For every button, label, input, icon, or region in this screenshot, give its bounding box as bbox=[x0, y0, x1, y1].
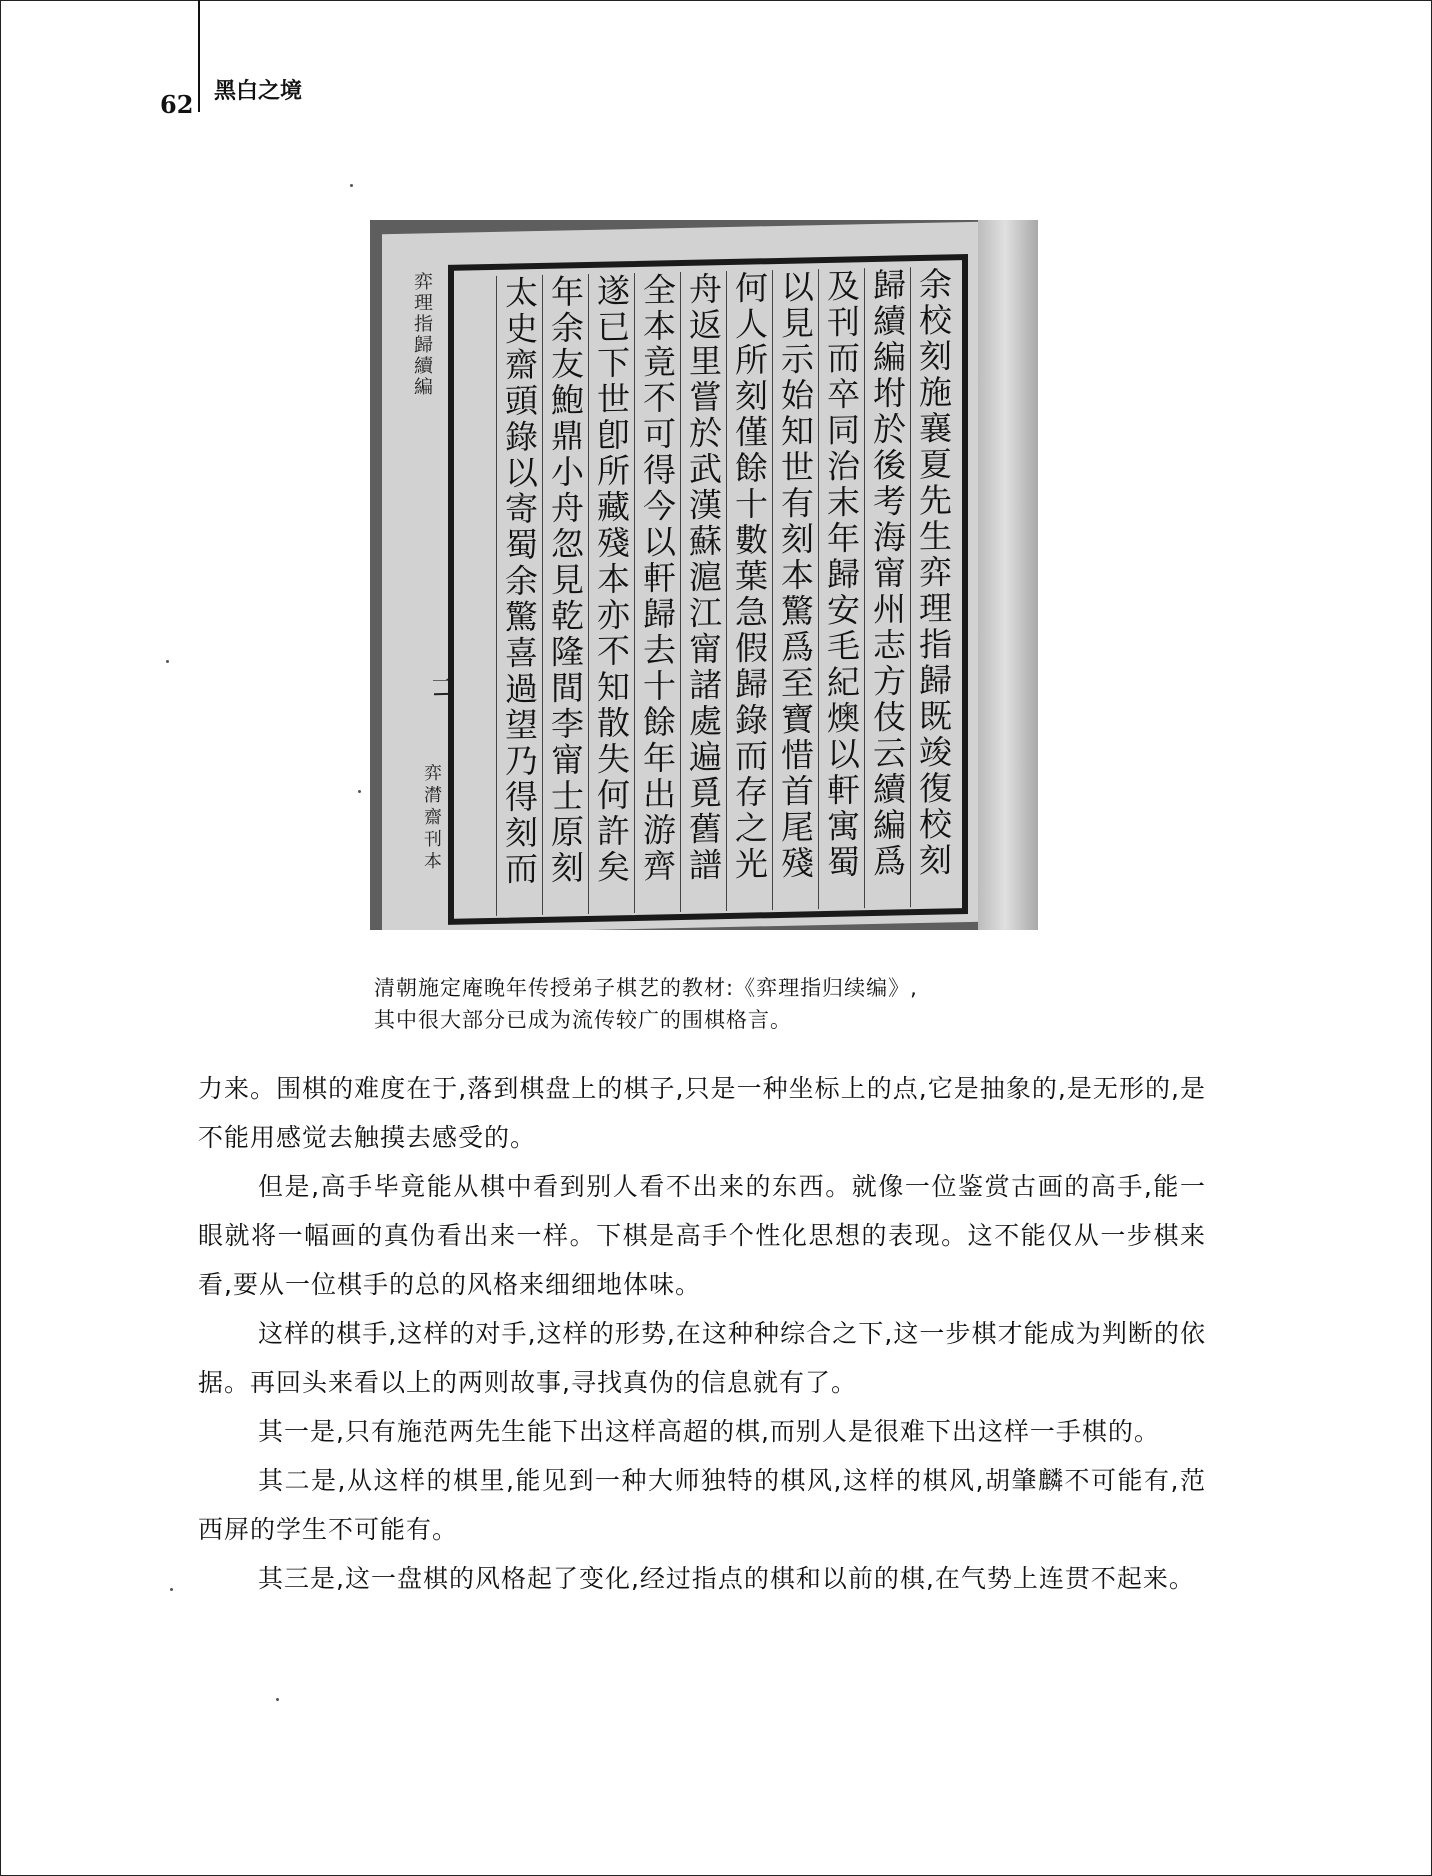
book-text-column: 全本竟不可得今以軒歸去十餘年出游齊魯寄居蘇州 bbox=[634, 272, 680, 913]
book-text-column: 以見示始知世有刻本驚爲至寶惜首尾殘闕不知何時 bbox=[772, 269, 818, 910]
book-side-title: 弈理指歸續編 bbox=[411, 271, 433, 398]
body-text bbox=[198, 1064, 1206, 1603]
paragraph: 力来。围棋的难度在于,落到棋盘上的棋子,只是一种坐标上的点,它是抽象的,是无形的,是不能用感觉去触摸去感受的。 bbox=[198, 1074, 1206, 1152]
scan-speck bbox=[350, 184, 353, 187]
scan-speck bbox=[170, 1588, 173, 1591]
scan-speck bbox=[358, 790, 361, 793]
paragraph: 其一是,只有施范两先生能下出这样高超的棋,而别人是很难下出这样一手棋的。 bbox=[258, 1417, 1160, 1446]
running-title: 黑白之境 bbox=[214, 79, 303, 104]
book-text-column: 歸續編坿於後考海甯州志方伎云續編爲入門妙訣未 bbox=[864, 267, 910, 908]
book-text-column: 及刊而卒同治末年歸安毛紀燠以軒寓蜀藏有是譜出 bbox=[818, 268, 864, 909]
book-scroll-edge bbox=[978, 220, 1038, 930]
book-photo bbox=[370, 220, 1038, 930]
book-page bbox=[382, 222, 982, 930]
scan-speck bbox=[276, 1698, 279, 1701]
paragraph: 这样的棋手,这样的对手,这样的形势,在这种种综合之下,这一步棋才能成为判断的依据。再回头来看以上的两则故事,寻找真伪的信息就有了。 bbox=[198, 1319, 1206, 1397]
paragraph: 但是,高手毕竟能从棋中看到别人看不出来的东西。就像一位鉴赏古画的高手,能一眼就将一幅画的真伪看出来一样。下棋是高手个性化思想的表现。这不能仅从一步棋来看,要从一位棋手的总的风格来细细地体味。 bbox=[198, 1172, 1206, 1299]
book-text-column: 遂已下世卽所藏殘本亦不知散失何許矣深爲可惜今 bbox=[588, 273, 634, 914]
book-page-mark-text: 一 bbox=[432, 672, 450, 693]
book-text-column: 余校刻施襄夏先生弈理指歸既竣復校刻先生弈理指 bbox=[910, 266, 956, 907]
caption-line-2: 其中很大部分已成为流传较广的围棋格言。 bbox=[374, 1008, 792, 1032]
page-number: 62 bbox=[160, 90, 194, 119]
book-text-column: 太史齋頭錄以寄蜀余驚喜過望乃得刻而傳之其中題 bbox=[496, 275, 542, 916]
book-text-column: 何人所刻僅餘十數葉急假歸錄而存之光緒乙亥余扁 bbox=[726, 270, 772, 911]
header-rule bbox=[198, 0, 200, 112]
book-text-column: 年余友鮑鼎小舟忽見乾隆間李甯士原刻本於黃仲弢 bbox=[542, 274, 588, 915]
figure-caption bbox=[374, 972, 1074, 1036]
book-imprint: 弈潸齋刊本 bbox=[421, 763, 442, 874]
paragraph: 其二是,从这样的棋里,能见到一种大师独特的棋风,这样的棋风,胡肇麟不可能有,范西屏的学生不可能有。 bbox=[198, 1466, 1206, 1544]
caption-line-1: 清朝施定庵晚年传授弟子棋艺的教材:《弈理指归续编》, bbox=[374, 976, 918, 1000]
book-text-column: 舟返里嘗於武漢蘇滬江甯諸處遍覓舊譜冀一遇是編 bbox=[680, 271, 726, 912]
book-text-box bbox=[448, 254, 968, 925]
scan-speck bbox=[166, 660, 169, 663]
paragraph: 其三是,这一盘棋的风格起了变化,经过指点的棋和以前的棋,在气势上连贯不起来。 bbox=[258, 1564, 1195, 1593]
